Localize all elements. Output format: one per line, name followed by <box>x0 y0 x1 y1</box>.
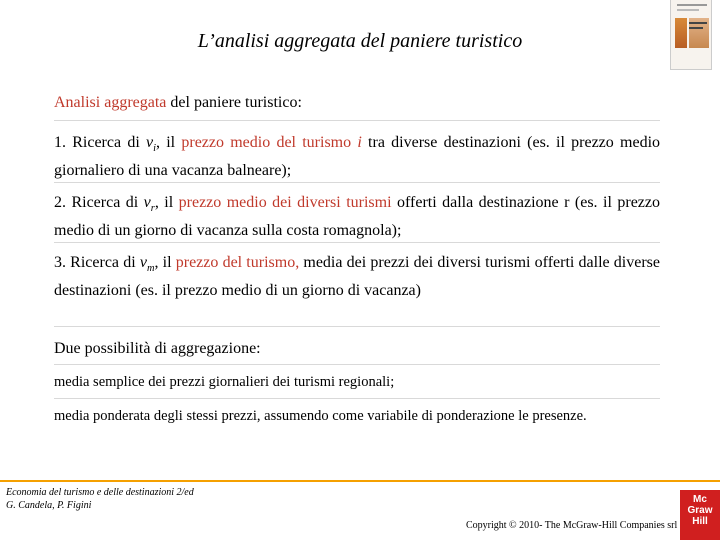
footer-book-info <box>6 486 194 512</box>
divider <box>54 242 660 243</box>
intro-text: del paniere turistico: <box>166 94 302 111</box>
divider <box>54 364 660 365</box>
item-1-prefix: 1. Ricerca di <box>54 134 146 151</box>
item-2-var: v <box>143 194 151 211</box>
item-2-prefix: 2. Ricerca di <box>54 194 144 211</box>
item-1-highlight: prezzo medio del turismo <box>181 134 358 151</box>
item-2-mid: , il <box>154 194 179 211</box>
item-3-text: media dei prezzi dei diversi turismi offerti dalle diverse destinazioni (es. il prezzo medio di un giorno di vacanza) <box>54 254 661 300</box>
item-2-sub: r <box>150 203 155 215</box>
item-2-highlight: prezzo medio dei diversi turismi <box>178 194 392 211</box>
book-cover-thumbnail <box>670 0 712 70</box>
item-3 <box>54 252 660 302</box>
item-1 <box>54 132 660 182</box>
divider <box>54 120 660 121</box>
item-3-mid: , il <box>154 254 176 271</box>
mcgraw-hill-logo: Mc Graw Hill <box>680 490 720 540</box>
intro-line <box>54 92 660 114</box>
divider <box>54 182 660 183</box>
slide-title: L’analisi aggregata del paniere turistico <box>197 30 523 52</box>
aggregation-option-2: media ponderata degli stessi prezzi, assumendo come variabile di ponderazione le presenze. <box>54 408 587 424</box>
item-3-highlight: prezzo del turismo, <box>175 254 300 271</box>
item-3-prefix: 3. Ricerca di <box>54 254 140 271</box>
intro-highlight: Analisi aggregata <box>54 94 167 111</box>
footer-divider <box>0 480 720 482</box>
item-2-text: offerti dalla destinazione r (es. il prezzo medio di un giorno di vacanza sulla costa romagnola); <box>54 194 660 240</box>
item-1-sub: i <box>153 143 156 155</box>
divider <box>54 326 660 327</box>
item-3-var: v <box>139 254 147 271</box>
item-1-mid: , il <box>156 134 182 151</box>
item-3-sub: m <box>146 263 155 275</box>
footer-authors: G. Candela, P. Figini <box>6 500 92 511</box>
item-1-highlight-i: i <box>357 134 362 151</box>
footer-book-title: Economia del turismo e delle destinazioni 2/ed <box>6 487 194 498</box>
item-1-var: v <box>146 134 154 151</box>
aggregation-option-1: media semplice dei prezzi giornalieri dei turismi regionali; <box>54 374 395 390</box>
item-2 <box>54 192 660 242</box>
aggregation-heading: Due possibilità di aggregazione: <box>54 340 261 357</box>
item-1-text: tra diverse destinazioni (es. il prezzo medio giornaliero di una vacanza balneare); <box>54 134 661 180</box>
divider <box>54 398 660 399</box>
footer-copyright: Copyright © 2010- The McGraw-Hill Companies srl <box>466 520 678 531</box>
